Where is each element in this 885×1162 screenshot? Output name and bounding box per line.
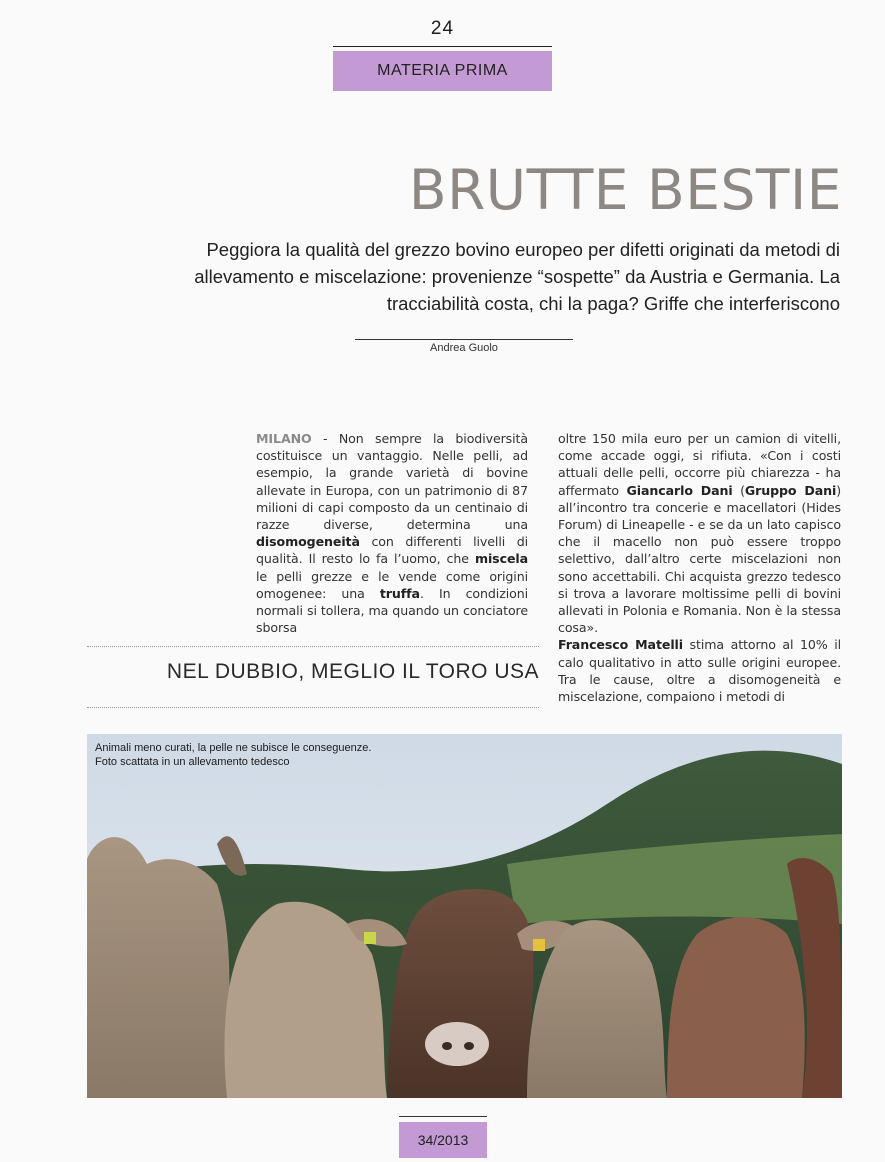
emphasis-text: disomogeneità <box>256 534 360 550</box>
pull-quote-rule-top <box>87 646 539 647</box>
body-text: - Non sempre la biodiversità costituisce un vantaggio. Nelle pelli, ad esempio, la grande varietà di bovine allevate in Europa, con un patrimonio di 87 milioni di capi composto da un centinaio di razze diverse, determina una <box>256 431 528 533</box>
emphasis-text: miscela <box>474 551 528 567</box>
photo-caption <box>95 741 371 769</box>
body-text: ) all’incontro tra concerie e macellatori (Hides Forum) di Lineapelle - e se da un lato capisco che il macello non può essere troppo selettivo, dall’altro certe miscelazioni non sono accettabili. Chi acquista grezzo tedesco si trova a lavorare moltissime pelli di bovini allevati in Polonia e Romania. Non è la stessa cosa». <box>558 482 842 636</box>
section-tag: MATERIA PRIMA <box>333 51 552 91</box>
body-text: con differenti livelli di qualità. Il resto lo fa l’uomo, che <box>256 534 528 567</box>
issue-number: 34/2013 <box>399 1122 487 1158</box>
caption-line: Foto scattata in un allevamento tedesco <box>95 756 290 768</box>
emphasis-text: Francesco Matelli <box>558 637 683 653</box>
caption-line: Animali meno curati, la pelle ne subisce le conseguenze. <box>95 742 372 754</box>
pull-quote-rule-bottom <box>87 707 539 708</box>
body-text: ( <box>732 482 745 498</box>
cattle-photo <box>87 734 842 1098</box>
footer-rule <box>399 1116 487 1117</box>
page-number: 24 <box>430 18 455 39</box>
cattle-illustration <box>87 734 842 1098</box>
body-column-1 <box>256 430 528 636</box>
pull-quote: NEL DUBBIO, MEGLIO IL TORO USA <box>166 660 539 683</box>
emphasis-text: Giancarlo Dani <box>626 482 733 498</box>
body-text: . In condizioni normali si tollera, ma quando un conciatore sborsa <box>256 585 528 636</box>
body-text: stima attorno al 10% il calo qualitativo in atto sulle origini europee. Tra le cause, oltre a disomogeneità e miscelazione, compaiono i metodi di <box>558 637 841 705</box>
emphasis-text: Gruppo Dani <box>744 482 837 498</box>
dateline-city: MILANO <box>256 431 312 446</box>
author-byline: Andrea Guolo <box>430 342 498 354</box>
body-text: oltre 150 mila euro per un camion di vitelli, come accade oggi, si rifiuta. «Con i costi attuali delle pelli, occorre più chiarezza - ha affermato <box>558 431 841 498</box>
body-column-2 <box>558 430 841 705</box>
author-rule <box>355 339 573 340</box>
article-title: BRUTTE BESTIE <box>408 158 842 222</box>
article-subtitle: Peggiora la qualità del grezzo bovino europeo per difetti originati da metodi di allevamento e miscelazione: provenienze “sospette” da Austria e Germania. La tracciabilità costa, chi la paga? Griffe che interferiscono <box>194 239 840 314</box>
emphasis-text: truffa <box>379 585 420 601</box>
header-rule <box>333 46 552 47</box>
body-text: le pelli grezze e le vende come origini omogenee: una <box>256 568 528 601</box>
